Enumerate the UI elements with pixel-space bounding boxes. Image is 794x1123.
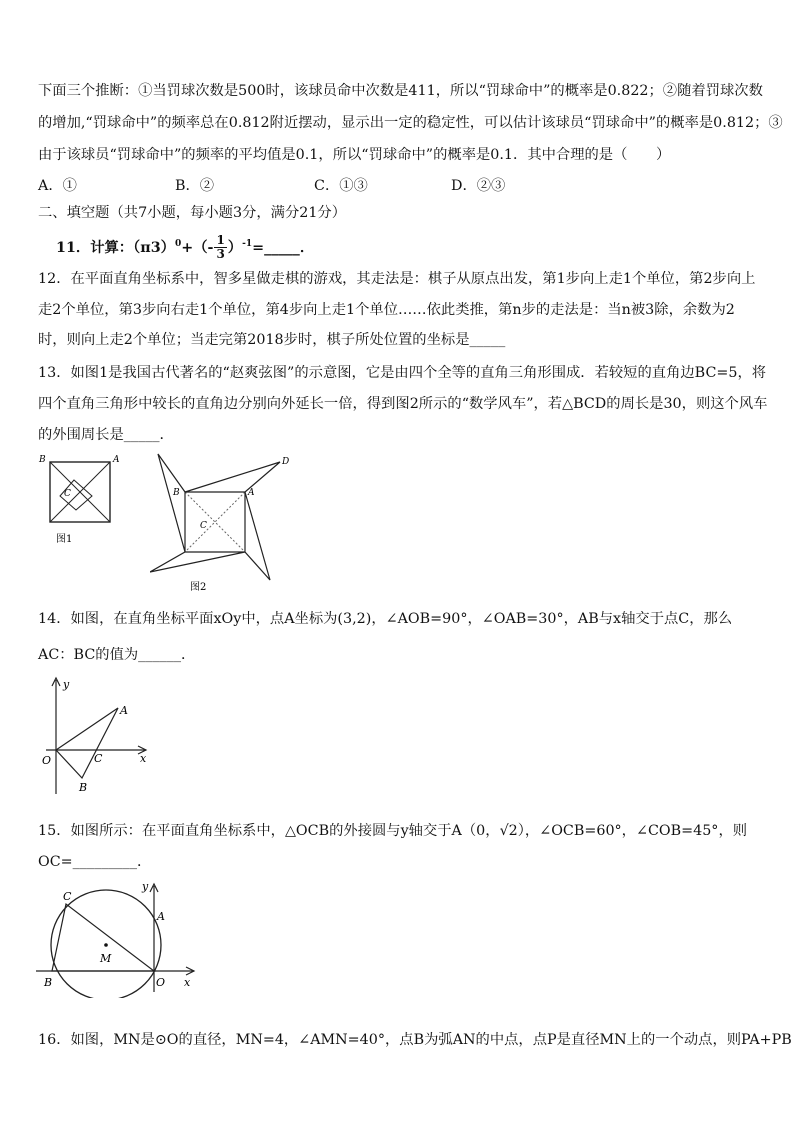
q15-line-2: OC=_________． (38, 854, 152, 870)
q14-label-x: x (140, 752, 147, 765)
q11-plus: +（- (181, 239, 214, 256)
q13-figure-1 (34, 450, 124, 550)
fig2-label-d: D (282, 457, 290, 467)
q11-num: 1 (216, 233, 225, 248)
q11-exp1: -1 (242, 239, 253, 249)
q11-tail: =_____． (252, 239, 315, 256)
q14-figure (36, 674, 156, 804)
q11-close: ） (227, 239, 243, 256)
q15-center-dot (104, 943, 108, 947)
q14-label-y: y (63, 678, 70, 691)
q13-line-2: 四个直角三角形中较长的直角边分别向外延长一倍，得到图2所示的“数学风车”，若△BCD的周长是30，则这个风车 (38, 396, 768, 412)
q13-figure-2 (150, 452, 300, 594)
fig2-label-a: A (248, 488, 255, 498)
fig2-blade-left (158, 454, 185, 552)
q13-line-1: 13．如图1是我国古代著名的“赵爽弦图”的示意图，它是由四个全等的直角三角形围成．若较短的直角边BC=5，将 (38, 365, 767, 381)
q11-fraction (214, 234, 226, 261)
q14-label-o: O (42, 754, 52, 767)
fig2-blade-bottom (150, 552, 245, 572)
option-d: D．②③ (451, 178, 506, 194)
q15-label-c: C (63, 890, 72, 903)
q14-label-b: B (79, 781, 88, 794)
fig1-label-a: A (113, 455, 120, 465)
fig2-blade-top (185, 462, 280, 492)
q11-prefix: 11．计算：（π3） (56, 239, 175, 256)
q15-label-a: A (157, 910, 165, 923)
intro-line-3: 由于该球员“罚球命中”的频率的平均值是0.1，所以“罚球命中”的概率是0.1．其中合理的是（ ） (38, 147, 671, 163)
fig2-blade-right (245, 492, 270, 580)
q11-den: 3 (216, 247, 225, 262)
q15-label-x: x (184, 976, 191, 989)
fig1-label-c: C (64, 489, 71, 499)
option-c: C．①③ (314, 178, 368, 194)
q15-label-b: B (44, 976, 53, 989)
option-a: A．① (38, 178, 77, 194)
section-title: 二、填空题（共7小题，每小题3分，满分21分） (38, 205, 347, 221)
fig1-label-b: B (39, 455, 46, 465)
q15-line-1: 15．如图所示：在平面直角坐标系中，△OCB的外接圆与y轴交于A（0，√2），∠OCB=60°，∠COB=45°，则 (38, 823, 748, 839)
intro-line-1: 下面三个推断：①当罚球次数是500时，该球员命中次数是411，所以“罚球命中”的概率是0.822；②随着罚球次数 (38, 83, 763, 99)
option-b: B．② (175, 178, 215, 194)
q15-label-o: O (156, 976, 166, 989)
fig1-caption: 图1 (56, 534, 73, 545)
fig2-label-b: B (173, 488, 180, 498)
fig2-label-c: C (200, 521, 207, 531)
q14-label-c: C (94, 752, 103, 765)
q15-label-m: M (100, 952, 112, 965)
q13-line-3: 的外围周长是_____． (38, 427, 174, 443)
question-11 (56, 229, 764, 262)
q11-exp0: 0 (174, 239, 182, 249)
q14-triangle (56, 708, 118, 778)
q14-line-1: 14．如图，在直角坐标平面xOy中，点A坐标为(3,2)，∠AOB=90°，∠OAB=30°，AB与x轴交于点C，那么 (38, 611, 733, 627)
q12-line-1: 12．在平面直角坐标系中，智多星做走棋的游戏，其走法是：棋子从原点出发，第1步向上走1个单位，第2步向上 (38, 271, 756, 287)
q12-line-3: 时，则向上走2个单位；当走完第2018步时，棋子所处位置的坐标是_____ (38, 332, 506, 348)
fig2-caption: 图2 (190, 582, 207, 593)
intro-line-2: 的增加,“罚球命中”的频率总在0.812附近摆动，显示出一定的稳定性，可以估计该球员“罚球命中”的概率是0.812；③ (38, 115, 783, 131)
q15-figure (36, 878, 196, 998)
answer-options (38, 176, 764, 196)
q12-line-2: 走2个单位，第3步向右走1个单位，第4步向上走1个单位……依此类推，第n步的走法是：当n被3除，余数为2 (38, 302, 735, 318)
q16-line-1: 16．如图，MN是⊙O的直径，MN=4，∠AMN=40°，点B为弧AN的中点，点P是直径MN上的一个动点，则PA+PB (38, 1032, 792, 1048)
q14-line-2: AC：BC的值为______． (38, 647, 196, 663)
q15-label-y: y (142, 880, 149, 893)
q14-label-a: A (120, 704, 128, 717)
